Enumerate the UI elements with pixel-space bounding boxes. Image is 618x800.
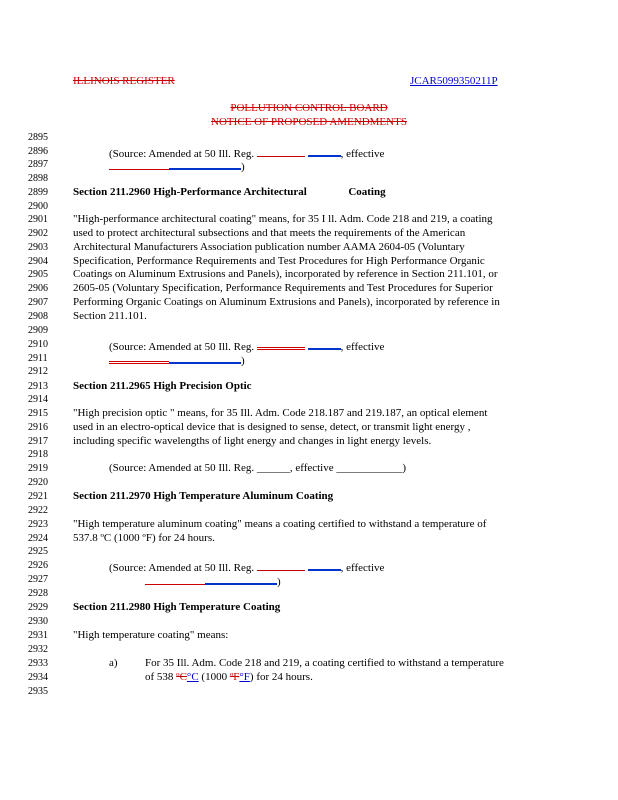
line-number: 2906: [28, 283, 48, 294]
source-text: (Source: Amended at 50 Ill. Reg.: [109, 562, 255, 574]
inserted-blank: [169, 352, 241, 364]
section-2960-line: Coatings on Aluminum Extrusions and Panels), incorporated by reference in Section 211.101, or: [73, 268, 498, 280]
line-number: 2918: [28, 449, 48, 460]
line-number: 2902: [28, 228, 48, 239]
line-number: 2929: [28, 602, 48, 613]
section-2980-heading: Section 211.2980 High Temperature Coating: [73, 601, 281, 613]
inserted-blank: [308, 145, 341, 157]
line-number: 2925: [28, 546, 48, 557]
line-number: 2919: [28, 463, 48, 474]
line-number: 2931: [28, 630, 48, 641]
line-number: 2920: [28, 477, 48, 488]
deleted-degree-c: ºC: [176, 671, 187, 683]
line-number: 2928: [28, 588, 48, 599]
section-2965-source: (Source: Amended at 50 Ill. Reg. ______, effective ____________): [109, 462, 407, 474]
inserted-blank: [205, 573, 277, 585]
inserted-blank: [169, 158, 241, 170]
item-line: [145, 671, 313, 684]
source-text: (Source: Amended at 50 Ill. Reg.: [109, 148, 255, 160]
close-paren: ): [241, 355, 245, 367]
source-line-cont: [109, 158, 245, 174]
deleted-blank: [109, 159, 169, 170]
line-number: 2935: [28, 686, 48, 697]
section-2960-heading: [73, 186, 386, 199]
effective-text: , effective: [340, 562, 385, 574]
section-2960-line: Architectural Manufacturers Association publication number AAMA 2604-05 (Voluntary: [73, 241, 465, 253]
notice-title: NOTICE OF PROPOSED AMENDMENTS: [211, 116, 407, 128]
item-label: a): [109, 657, 118, 669]
line-number: 2905: [28, 269, 48, 280]
source-line-cont: [145, 573, 281, 589]
line-number: 2914: [28, 394, 48, 405]
item-text: of 538: [145, 671, 177, 683]
deleted-blank: [257, 338, 305, 350]
line-number: 2899: [28, 187, 48, 198]
effective-text: , effective: [340, 148, 385, 160]
line-number: 2909: [28, 325, 48, 336]
deleted-blank: [109, 352, 169, 364]
section-2960-line: Performing Organic Coatings on Aluminum Extrusions and Panels), incorporated by reference in: [73, 296, 500, 308]
line-number: 2934: [28, 672, 48, 683]
heading-tail: Coating: [348, 186, 386, 198]
effective-text: , effective: [340, 341, 385, 353]
section-2970-line: "High temperature aluminum coating" means a coating certified to withstand a temperature of: [73, 518, 487, 530]
line-number: 2900: [28, 201, 48, 212]
inserted-blank: [308, 559, 341, 571]
line-number: 2915: [28, 408, 48, 419]
section-2960-line: used to protect architectural subsections and that meets the requirements of the American: [73, 227, 466, 239]
source-line-cont: [109, 352, 245, 368]
close-paren: ): [277, 576, 281, 588]
line-number: 2903: [28, 242, 48, 253]
deleted-blank: [257, 560, 305, 571]
item-line: For 35 Ill. Adm. Code 218 and 219, a coating certified to withstand a temperature: [145, 657, 504, 669]
inserted-degree-f: °F: [239, 671, 250, 683]
line-number: 2916: [28, 422, 48, 433]
line-number: 2898: [28, 173, 48, 184]
line-number: 2904: [28, 256, 48, 267]
line-number: 2913: [28, 381, 48, 392]
line-number: 2911: [28, 353, 48, 364]
agency-title: POLLUTION CONTROL BOARD: [230, 102, 388, 114]
line-number: 2895: [28, 132, 48, 143]
item-text: ) for 24 hours.: [249, 671, 313, 683]
section-2960-line: Specification, Performance Requirements and Test Procedures for High Performance Organic: [73, 255, 485, 267]
deleted-degree-f: ºF: [229, 671, 240, 683]
jcar-id-link[interactable]: JCAR5099350211P: [410, 75, 498, 87]
close-paren: ): [241, 161, 245, 173]
line-number: 2897: [28, 159, 48, 170]
source-text: (Source: Amended at 50 Ill. Reg.: [109, 341, 255, 353]
line-number: 2927: [28, 574, 48, 585]
heading-text: Section 211.2960 High-Performance Architectural: [73, 186, 307, 198]
section-2965-line: including specific wavelengths of light energy and changes in light energy levels.: [73, 435, 432, 447]
line-number: 2917: [28, 436, 48, 447]
line-number: 2923: [28, 519, 48, 530]
item-text: (1000: [198, 671, 230, 683]
inserted-blank: [308, 338, 341, 350]
deleted-blank: [257, 146, 305, 157]
section-2970-heading: Section 211.2970 High Temperature Aluminum Coating: [73, 490, 334, 502]
section-2980-intro: "High temperature coating" means:: [73, 629, 229, 641]
line-number: 2933: [28, 658, 48, 669]
inserted-degree-c: °C: [186, 671, 199, 683]
register-title: ILLINOIS REGISTER: [73, 75, 175, 87]
section-2960-line: "High-performance architectural coating" means, for 35 I ll. Adm. Code 218 and 219, a coating: [73, 213, 493, 225]
section-2965-line: used in an electro-optical device that is designed to sense, detect, or transmit light energy ,: [73, 421, 471, 433]
line-number: 2930: [28, 616, 48, 627]
line-number: 2907: [28, 297, 48, 308]
section-2965-heading: Section 211.2965 High Precision Optic: [73, 380, 252, 392]
line-number: 2922: [28, 505, 48, 516]
line-number: 2896: [28, 146, 48, 157]
section-2960-line: Section 211.101.: [73, 310, 147, 322]
line-number: 2912: [28, 366, 48, 377]
line-number: 2910: [28, 339, 48, 350]
line-number: 2921: [28, 491, 48, 502]
line-number: 2908: [28, 311, 48, 322]
line-number: 2901: [28, 214, 48, 225]
section-2960-line: 2605-05 (Voluntary Specification, Performance Requirements and Test Procedures for Superior: [73, 282, 493, 294]
section-2965-line: "High precision optic " means, for 35 Ill. Adm. Code 218.187 and 219.187, an optical element: [73, 407, 488, 419]
deleted-blank: [145, 574, 205, 585]
line-number: 2932: [28, 644, 48, 655]
line-number: 2926: [28, 560, 48, 571]
line-number: 2924: [28, 533, 48, 544]
section-2970-line: 537.8 ºC (1000 ºF) for 24 hours.: [73, 532, 215, 544]
